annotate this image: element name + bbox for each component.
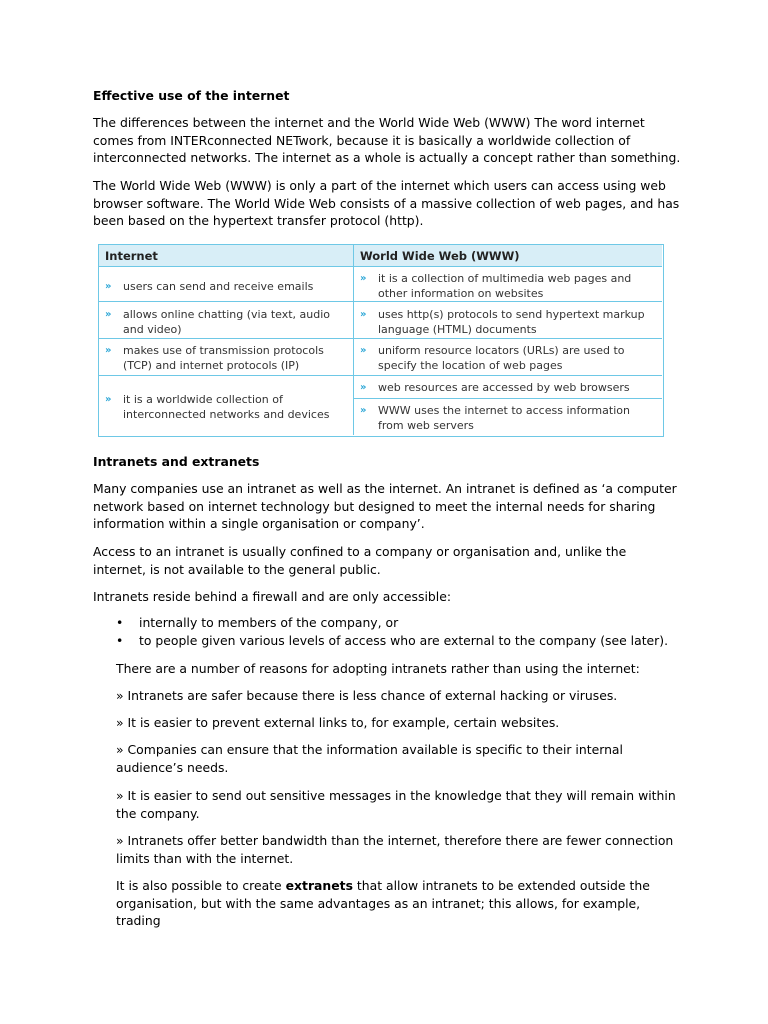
list-item-text: internally to members of the company, or [139,615,399,630]
table-rule [354,398,662,399]
table-cell-internet [99,302,354,339]
bullet-list-access [116,614,668,649]
table-header-www: World Wide Web (WWW) [354,245,662,267]
table-cell-text: uniform resource locators (URLs) are used to specify the location of web pages [378,344,625,372]
table-cell-text: web resources are accessed by web browsers [378,381,630,394]
table-cell-text: makes use of transmission protocols (TCP) and internet protocols (IP) [123,344,324,372]
extranets-term: extranets [285,878,353,893]
paragraph-internet-vs-www: The differences between the internet and the World Wide Web (WWW) The word internet comes from INTERconnected NETwork, because it is basically a worldwide collection of interconnected networks. The internet as a whole is actually a concept rather than something. [93,115,681,165]
table-rule [99,375,662,376]
paragraph-intranet-access: Access to an intranet is usually confined to a company or organisation and, unlike the internet, is not available to the general public. [93,544,627,577]
comparison-table [98,244,664,437]
table-cell-www [354,302,662,339]
reason-item: » It is easier to prevent external links to, for example, certain websites. [116,715,560,730]
table-cell-www [354,399,662,435]
table-rule [99,301,662,302]
bullet-icon: • [116,615,124,630]
chevron-marker-icon: » [360,405,367,416]
table-cell-text: users can send and receive emails [123,280,314,293]
chevron-marker-icon: » [105,345,112,356]
chevron-marker-icon: » [105,309,112,320]
paragraph-intranet-definition: Many companies use an intranet as well as the internet. An intranet is defined as ‘a computer network based on internet technology but designed to meet the internal needs for sharing information within a single organisation or company’. [93,481,677,531]
table-cell-text: allows online chatting (via text, audio and video) [123,308,331,336]
chevron-marker-icon: » [360,345,367,356]
heading-effective-use: Effective use of the internet [93,88,290,103]
extranets-text-post: that allow intranets to be extended outside the organisation, but with the same advantages as an intranet; this allows, for example, trading [116,878,650,928]
table-cell-www [354,376,662,399]
table-cell-text: it is a collection of multimedia web pages and other information on websites [378,272,632,300]
paragraph-firewall: Intranets reside behind a firewall and are only accessible: [93,589,451,604]
paragraph-extranets [116,877,676,930]
table-cell-text: WWW uses the internet to access information from web servers [378,404,630,432]
table-cell-www [354,339,662,376]
table-cell-internet [99,267,354,302]
reason-item: » Companies can ensure that the information available is specific to their internal audience’s needs. [116,742,623,775]
chevron-marker-icon: » [105,394,112,405]
table-cell-www [354,267,662,302]
paragraph-reasons-intro: There are a number of reasons for adopting intranets rather than using the internet: [116,661,640,676]
table-cell-text: it is a worldwide collection of interconnected networks and devices [123,393,330,421]
paragraph-www-definition: The World Wide Web (WWW) is only a part of the internet which users can access using web browser software. The World Wide Web consists of a massive collection of web pages, and has been based on the hypertext transfer protocol (http). [93,178,680,228]
chevron-marker-icon: » [360,273,367,284]
reason-item: » Intranets are safer because there is less chance of external hacking or viruses. [116,688,618,703]
chevron-marker-icon: » [105,281,112,292]
table-cell-internet [99,339,354,376]
chevron-marker-icon: » [360,382,367,393]
table-header-internet: Internet [99,245,354,267]
table-rule [99,338,662,339]
extranets-text-pre: It is also possible to create [116,878,286,893]
list-item [116,632,668,650]
table-cell-internet [99,376,354,435]
reason-item: » It is easier to send out sensitive messages in the knowledge that they will remain within the company. [116,788,676,821]
heading-intranets-extranets: Intranets and extranets [93,454,260,469]
reason-item: » Intranets offer better bandwidth than the internet, therefore there are fewer connection limits than with the internet. [116,833,674,866]
table-cell-text: uses http(s) protocols to send hypertext markup language (HTML) documents [378,308,645,336]
chevron-marker-icon: » [360,309,367,320]
list-item-text: to people given various levels of access who are external to the company (see later). [139,632,669,648]
bullet-icon: • [116,632,124,648]
list-item [116,614,668,632]
